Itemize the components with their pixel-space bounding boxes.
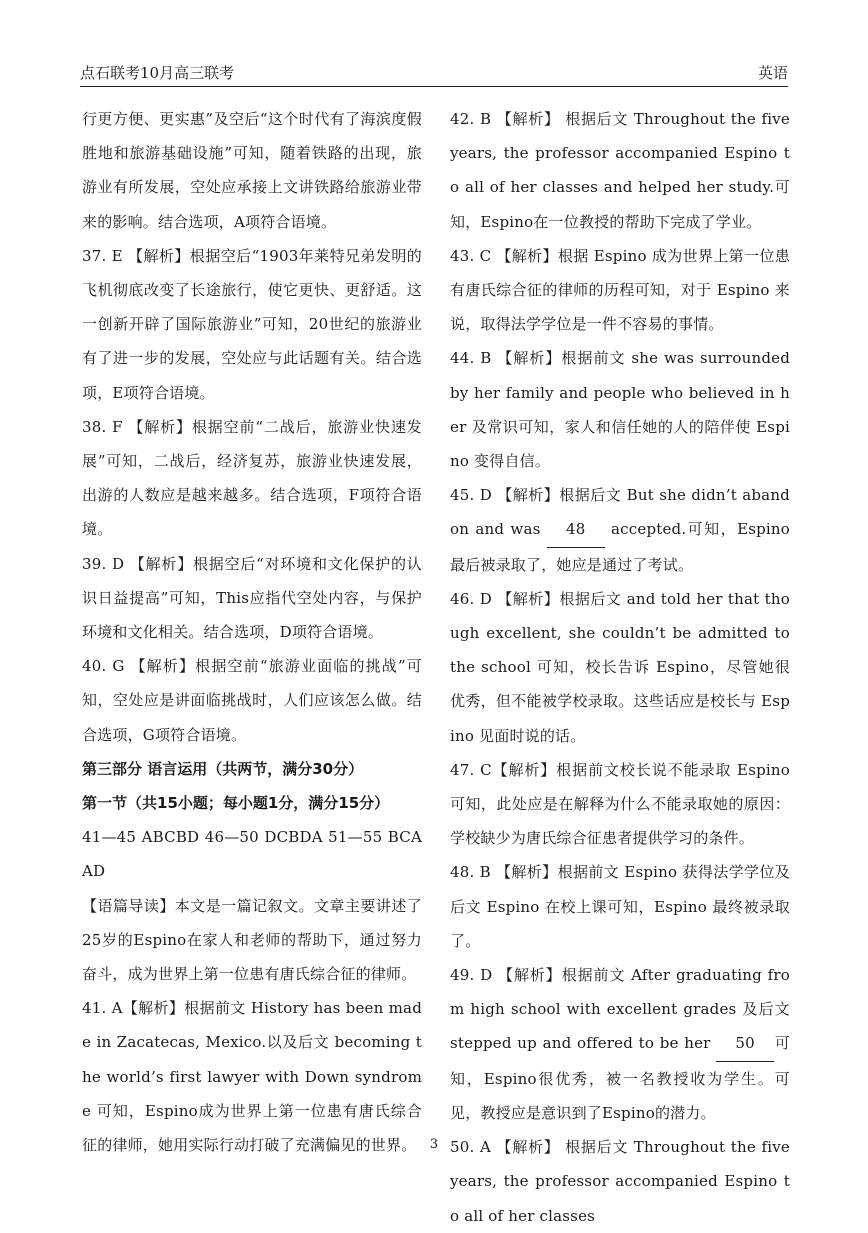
right-column	[450, 102, 790, 1233]
q45-blank: 48	[547, 512, 605, 547]
answer-paragraph: 39. D 【解析】根据空后“对环境和文化保护的认识日益提高”可知，This应指代空处内容，与保护环境和文化相关。结合选项，D项符合语境。	[82, 554, 422, 642]
q49-blank: 50	[716, 1026, 774, 1061]
subject-label: 英语	[757, 64, 788, 82]
q49-text-pre: 49. D 【解析】根据前文 After graduating from high school with excellent grades 及后文 stepped up and offered to be her	[450, 966, 790, 1053]
answer-paragraph: 44. B 【解析】根据前文 she was surrounded by her family and people who believed in her 及常识可知，家人和信任她的人的陪伴使 Espino 变得自信。	[450, 349, 790, 471]
answer-paragraph: 48. B 【解析】根据前文 Espino 获得法学学位及后文 Espino 在校上课可知，Espino 最终被录取了。	[450, 863, 790, 950]
answer-paragraph: 43. C 【解析】根据 Espino 成为世界上第一位患有唐氏综合征的律师的历程可知，对于 Espino 来说，取得法学学位是一件不容易的事情。	[450, 246, 790, 334]
q45-text-post: accepted.可知，Espino最后被录取了，她应是通过了考试。	[450, 520, 791, 574]
answer-paragraph: 行更方便、更实惠”及空后“这个时代有了海滨度假胜地和旅游基础设施”可知，随着铁路的出现，旅游业有所发展，空处应承接上文讲铁路给旅游业带来的影响。结合选项，A项符合语境。	[82, 110, 422, 231]
answer-paragraph-45	[450, 478, 790, 582]
answer-paragraph: 38. F 【解析】根据空前“二战后，旅游业快速发展”可知，二战后，经济复苏，旅游业快速发展，出游的人数应是越来越多。结合选项，F项符合语境。	[82, 417, 422, 539]
answer-paragraph: 47. C【解析】根据前文校长说不能录取 Espino 可知，此处应是在解释为什么不能录取她的原因：学校缺少为唐氏综合征患者提供学习的条件。	[450, 760, 790, 848]
passage-guide: 【语篇导读】本文是一篇记叙文。文章主要讲述了25岁的Espino在家人和老师的帮助下，通过努力奋斗，成为世界上第一位患有唐氏综合征的律师。	[82, 896, 422, 984]
page-number: 3	[429, 1137, 439, 1152]
page-header	[80, 58, 788, 87]
answer-key-line: 41—45 ABCBD 46—50 DCBDA 51—55 BCAAD	[82, 828, 422, 881]
answer-paragraph: 40. G 【解析】根据空前“旅游业面临的挑战”可知，空处应是讲面临挑战时，人们应该怎么做。结合选项，G项符合语境。	[82, 657, 422, 744]
q49-text-post: 可知，Espino很优秀，被一名教授收为学生。可见，教授应是意识到了Espino的潜力。	[450, 1034, 791, 1122]
exam-title: 点石联考10月高三联考	[80, 64, 235, 82]
answer-paragraph: 37. E 【解析】根据空后“1903年莱特兄弟发明的飞机彻底改变了长途旅行，使它更快、更舒适。这一创新开辟了国际旅游业”可知，20世纪的旅游业有了进一步的发展，空处应与此话题有关。结合选项，E项符合语境。	[82, 246, 422, 402]
answer-paragraph: 50. A 【解析】 根据后文 Throughout the five years, the professor accompanied Espino to all of her classes	[450, 1138, 790, 1225]
answer-paragraph: 46. D 【解析】根据后文 and told her that though excellent, she couldn’t be admitted to the school 可知，校长告诉 Espino，尽管她很优秀，但不能被学校录取。这些话应是校长与 Espino 见面时说的话。	[450, 589, 790, 745]
answer-paragraph: 42. B 【解析】 根据后文 Throughout the five years, the professor accompanied Espino to all of her classes and helped her study.可知，Espino在一位教授的帮助下完成了学业。	[450, 110, 790, 231]
answer-paragraph: 41. A【解析】根据前文 History has been made in Zacatecas, Mexico.以及后文 becoming the world’s first lawyer with Down syndrome 可知，Espino成为世界上第一位患有唐氏综合征的律师，她用实际行动打破了充满偏见的世界。	[82, 999, 422, 1155]
left-column	[82, 102, 422, 1162]
q45-text-pre: 45. D 【解析】根据后文 But she didn’t abandon and was	[450, 486, 790, 539]
answer-paragraph-49	[450, 958, 790, 1130]
subsection-title: 第一节（共15小题；每小题1分，满分15分）	[82, 794, 390, 813]
section-title: 第三部分 语言运用（共两节，满分30分）	[82, 759, 364, 778]
